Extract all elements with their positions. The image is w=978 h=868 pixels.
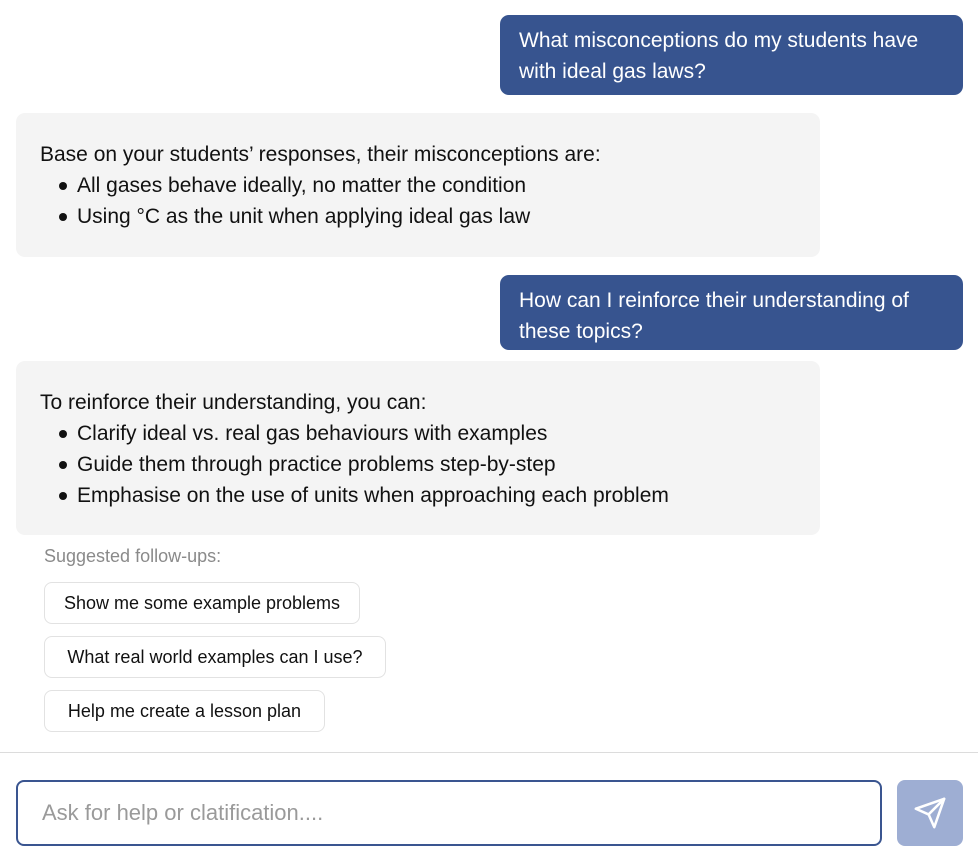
send-button[interactable] [897, 780, 963, 846]
followup-chip-lesson-plan[interactable]: Help me create a lesson plan [44, 690, 325, 732]
list-item: All gases behave ideally, no matter the condition [53, 170, 796, 201]
assistant-message-list [53, 418, 796, 511]
assistant-message-list [53, 170, 796, 232]
list-item: Clarify ideal vs. real gas behaviours with examples [53, 418, 796, 449]
list-item: Guide them through practice problems step-by-step [53, 449, 796, 480]
user-message: What misconceptions do my students have with ideal gas laws? [500, 15, 963, 95]
followup-chip-example-problems[interactable]: Show me some example problems [44, 582, 360, 624]
composer-divider [0, 752, 978, 753]
assistant-message [16, 113, 820, 257]
assistant-message-intro: To reinforce their understanding, you can: [40, 391, 427, 414]
assistant-message [16, 361, 820, 535]
suggested-followups-label: Suggested follow-ups: [44, 546, 222, 566]
assistant-message-intro: Base on your students’ responses, their misconceptions are: [40, 143, 601, 166]
list-item: Emphasise on the use of units when approaching each problem [53, 480, 796, 511]
followup-chip-real-world-examples[interactable]: What real world examples can I use? [44, 636, 386, 678]
user-message: How can I reinforce their understanding of these topics? [500, 275, 963, 350]
chat-input[interactable] [16, 780, 882, 846]
list-item: Using °C as the unit when applying ideal gas law [53, 201, 796, 232]
paper-plane-icon [913, 796, 947, 830]
